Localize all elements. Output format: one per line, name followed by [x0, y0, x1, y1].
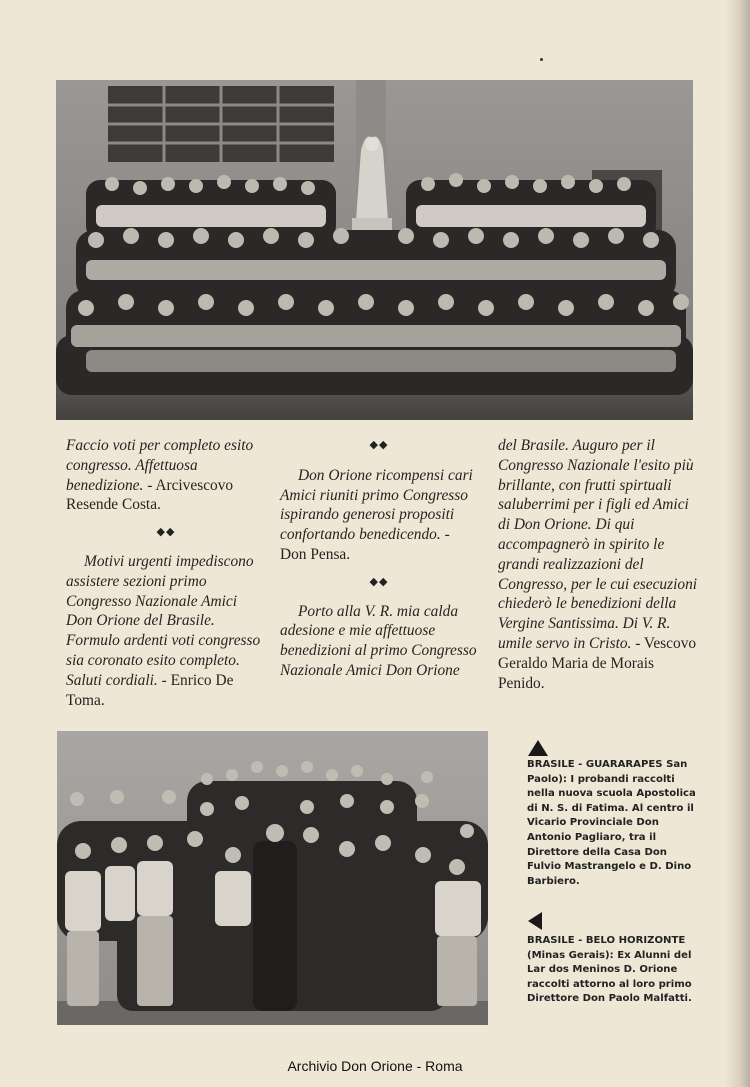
- telegram-text: Don Orione ricompensi cari Amici riuniti primo Congresso ispirando generosi propositi confortando benedicendo.: [280, 466, 473, 544]
- group-photo-bottom: [57, 731, 488, 1025]
- text-column-1: [66, 436, 266, 710]
- ornament-separator: ◆◆: [369, 439, 389, 451]
- telegram-penido-start: [280, 602, 478, 681]
- triangle-up-icon: [528, 740, 548, 756]
- telegram-signature: - Don Pensa.: [280, 526, 450, 563]
- telegram-de-toma: [66, 552, 266, 710]
- telegram-text: Motivi urgenti impediscono assistere sezioni primo Congresso Nazionale Amici Don Orione del Brasile. Formulo ardenti voti congresso sia coronato esito completo. Saluti cordiali.: [66, 552, 261, 689]
- ornament-separator: ◆◆: [156, 526, 176, 539]
- telegram-penido-end: [498, 436, 698, 693]
- text-column-3: [498, 436, 698, 693]
- telegram-signature: - Vescovo Geraldo Maria de Morais Penido.: [498, 634, 697, 692]
- telegram-text: Porto alla V. R. mia calda adesione e mie affettuose benedizioni al primo Congresso Nazionale Amici Don Orione: [280, 602, 477, 679]
- telegram-resende-costa: [66, 436, 266, 515]
- telegram-don-pensa: [280, 466, 478, 565]
- archive-footer: Archivio Don Orione - Roma: [287, 1058, 463, 1074]
- ornament-separator: ◆◆: [369, 575, 389, 588]
- triangle-left-icon: [528, 912, 542, 930]
- text-column-2: [280, 436, 478, 681]
- telegram-text: del Brasile. Auguro per il Congresso Nazionale l'esito più brillante, con frutti spirtuali saluberrimi per i figli ed Amici di Don Orione. Di qui accompagnerò in spirito le grandi realizzazioni del Congresso, per le cui esecuzioni chiederò le benedizioni della Vergine Santissima. Di V. R. umile servo in Cristo.: [498, 437, 698, 652]
- group-photo-top: [56, 80, 693, 420]
- caption-guararapes: BRASILE - GUARARAPES San Paolo): I probandi raccolti nella nuova scuola Apostolica di N. S. di Fatima. Al centro il Vicario Provinciale Don Antonio Pagliaro, tra il Direttore della Casa Don Fulvio Mastrangelo e D. Dino Barbiero.: [527, 759, 696, 887]
- caption-belo-horizonte: BRASILE - BELO HORIZONTE (Minas Gerais): Ex Alunni del Lar dos Meninos D. Orione raccolti attorno al loro primo Direttore Don Paolo Malfatti.: [527, 935, 692, 1005]
- telegram-signature: - Arcivescovo Resende Costa.: [66, 476, 234, 514]
- group-photo-bottom-image: [57, 731, 488, 1025]
- telegram-signature: - Enrico De Toma.: [66, 671, 234, 709]
- page-edge-shadow: [724, 0, 750, 1087]
- group-photo-top-image: [56, 80, 693, 420]
- telegram-text: Faccio voti per completo esito congresso. Affettuosa benedizione.: [66, 437, 254, 494]
- paper-speck: [540, 58, 543, 61]
